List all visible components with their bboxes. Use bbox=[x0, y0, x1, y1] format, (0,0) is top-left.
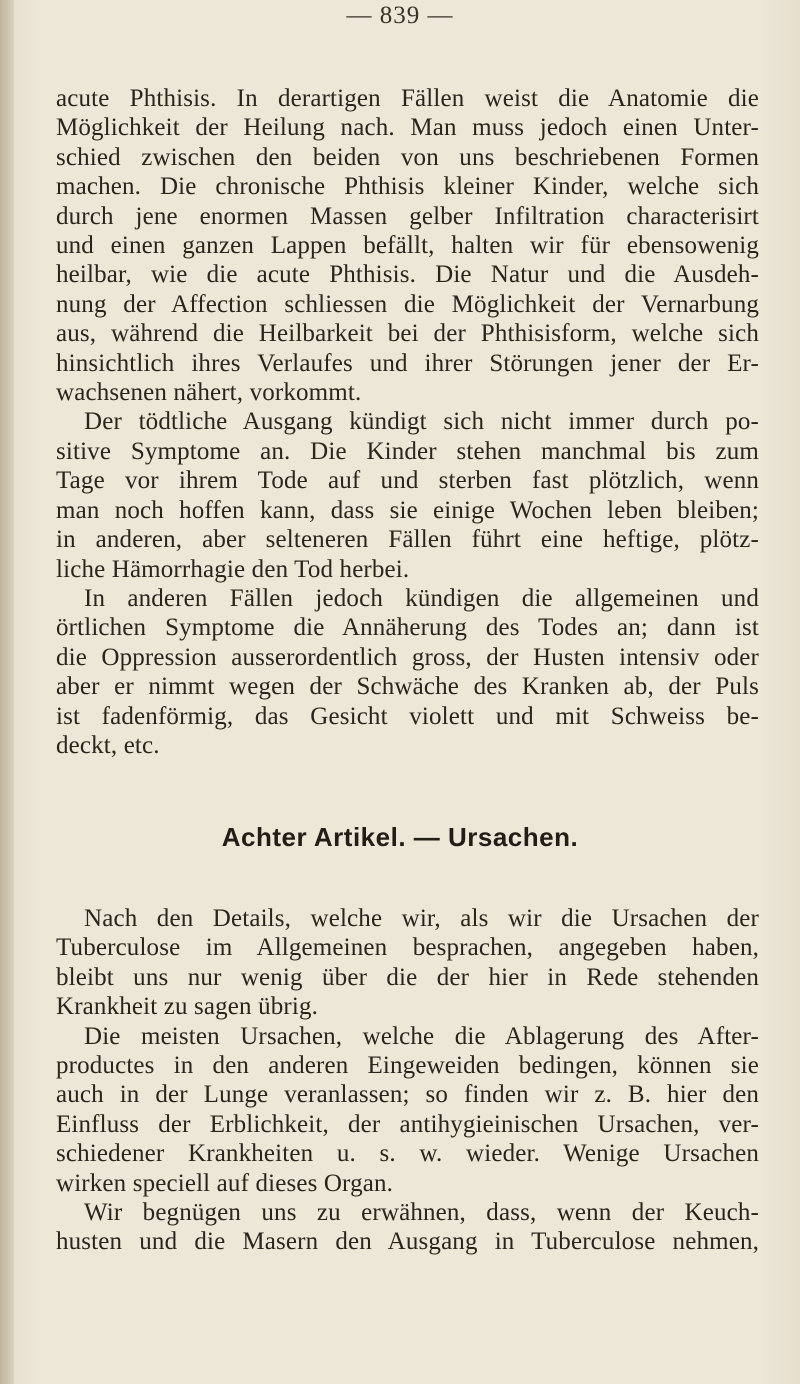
text-line: aus, während die Heilbarkeit bei der Phthisisform, welche sich bbox=[56, 320, 759, 348]
text-line: auch in der Lunge veranlassen; so finden wir z. B. hier den bbox=[56, 1081, 759, 1109]
text-line: Nach den Details, welche wir, als wir die Ursachen der bbox=[84, 905, 759, 932]
text-line: Tuberculose im Allgemeinen besprachen, angegeben haben, bbox=[56, 934, 759, 962]
text-line: heilbar, wie die acute Phthisis. Die Natur und die Ausdeh- bbox=[56, 261, 759, 289]
text-line: schied zwischen den beiden von uns beschriebenen Formen bbox=[56, 143, 759, 171]
text-line: hinsichtlich ihres Verlaufes und ihrer Störungen jener der Er- bbox=[56, 349, 759, 377]
text-line: und einen ganzen Lappen befällt, halten wir für ebensowenig bbox=[56, 232, 759, 260]
text-line: productes in den anderen Eingeweiden bedingen, können sie bbox=[56, 1052, 759, 1080]
text-line: wirken speciell auf dieses Organ. bbox=[56, 1169, 394, 1197]
text-line: deckt, etc. bbox=[56, 731, 160, 759]
text-line: acute Phthisis. In derartigen Fällen weist die Anatomie die bbox=[56, 85, 759, 112]
text-line: die Oppression ausserordentlich gross, der Husten intensiv oder bbox=[56, 643, 759, 671]
text-line: schiedener Krankheiten u. s. w. wieder. Wenige Ursachen bbox=[56, 1140, 759, 1168]
text-line: ist fadenförmig, das Gesicht violett und mit Schweiss be- bbox=[56, 702, 759, 730]
text-line: nung der Affection schliessen die Möglichkeit der Vernarbung bbox=[56, 290, 759, 318]
text-line: aber er nimmt wegen der Schwäche des Kranken ab, der Puls bbox=[56, 673, 759, 701]
text-line: machen. Die chronische Phthisis kleiner Kinder, welche sich bbox=[56, 173, 759, 201]
text-line: Einfluss der Erblichkeit, der antihygieinischen Ursachen, ver- bbox=[56, 1110, 759, 1138]
text-line: Krankheit zu sagen übrig. bbox=[56, 993, 319, 1021]
text-line: Möglichkeit der Heilung nach. Man muss jedoch einen Unter- bbox=[56, 114, 759, 142]
body-text-top bbox=[56, 84, 759, 760]
text-line: liche Hämorrhagie den Tod herbei. bbox=[56, 555, 410, 583]
text-line: husten und die Masern den Ausgang in Tuberculose nehmen, bbox=[56, 1228, 759, 1256]
text-line: durch jene enormen Massen gelber Infiltration characterisirt bbox=[56, 202, 759, 230]
text-line: Wir begnügen uns zu erwähnen, dass, wenn der Keuch- bbox=[84, 1199, 759, 1227]
text-line: man noch hoffen kann, dass sie einige Wochen leben bleiben; bbox=[56, 496, 759, 524]
text-line: Der tödtliche Ausgang kündigt sich nicht immer durch po- bbox=[84, 408, 759, 436]
section-heading: Achter Artikel. — Ursachen. bbox=[221, 822, 579, 852]
text-line: wachsenen nähert, vorkommt. bbox=[56, 379, 362, 407]
text-line: Die meisten Ursachen, welche die Ablagerung des After- bbox=[84, 1022, 759, 1050]
text-line: Tage vor ihrem Tode auf und sterben fast plötzlich, wenn bbox=[56, 467, 759, 495]
page-number: — 839 — bbox=[346, 2, 454, 29]
page-gutter-shadow bbox=[0, 0, 14, 1384]
text-line: sitive Symptome an. Die Kinder stehen manchmal bis zum bbox=[56, 437, 759, 465]
text-line: In anderen Fällen jedoch kündigen die allgemeinen und bbox=[84, 584, 759, 612]
text-line: bleibt uns nur wenig über die der hier in Rede stehenden bbox=[56, 963, 759, 991]
body-text-bottom bbox=[56, 904, 759, 1257]
text-line: örtlichen Symptome die Annäherung des Todes an; dann ist bbox=[56, 614, 759, 642]
text-line: in anderen, aber selteneren Fällen führt eine heftige, plötz- bbox=[56, 526, 759, 554]
